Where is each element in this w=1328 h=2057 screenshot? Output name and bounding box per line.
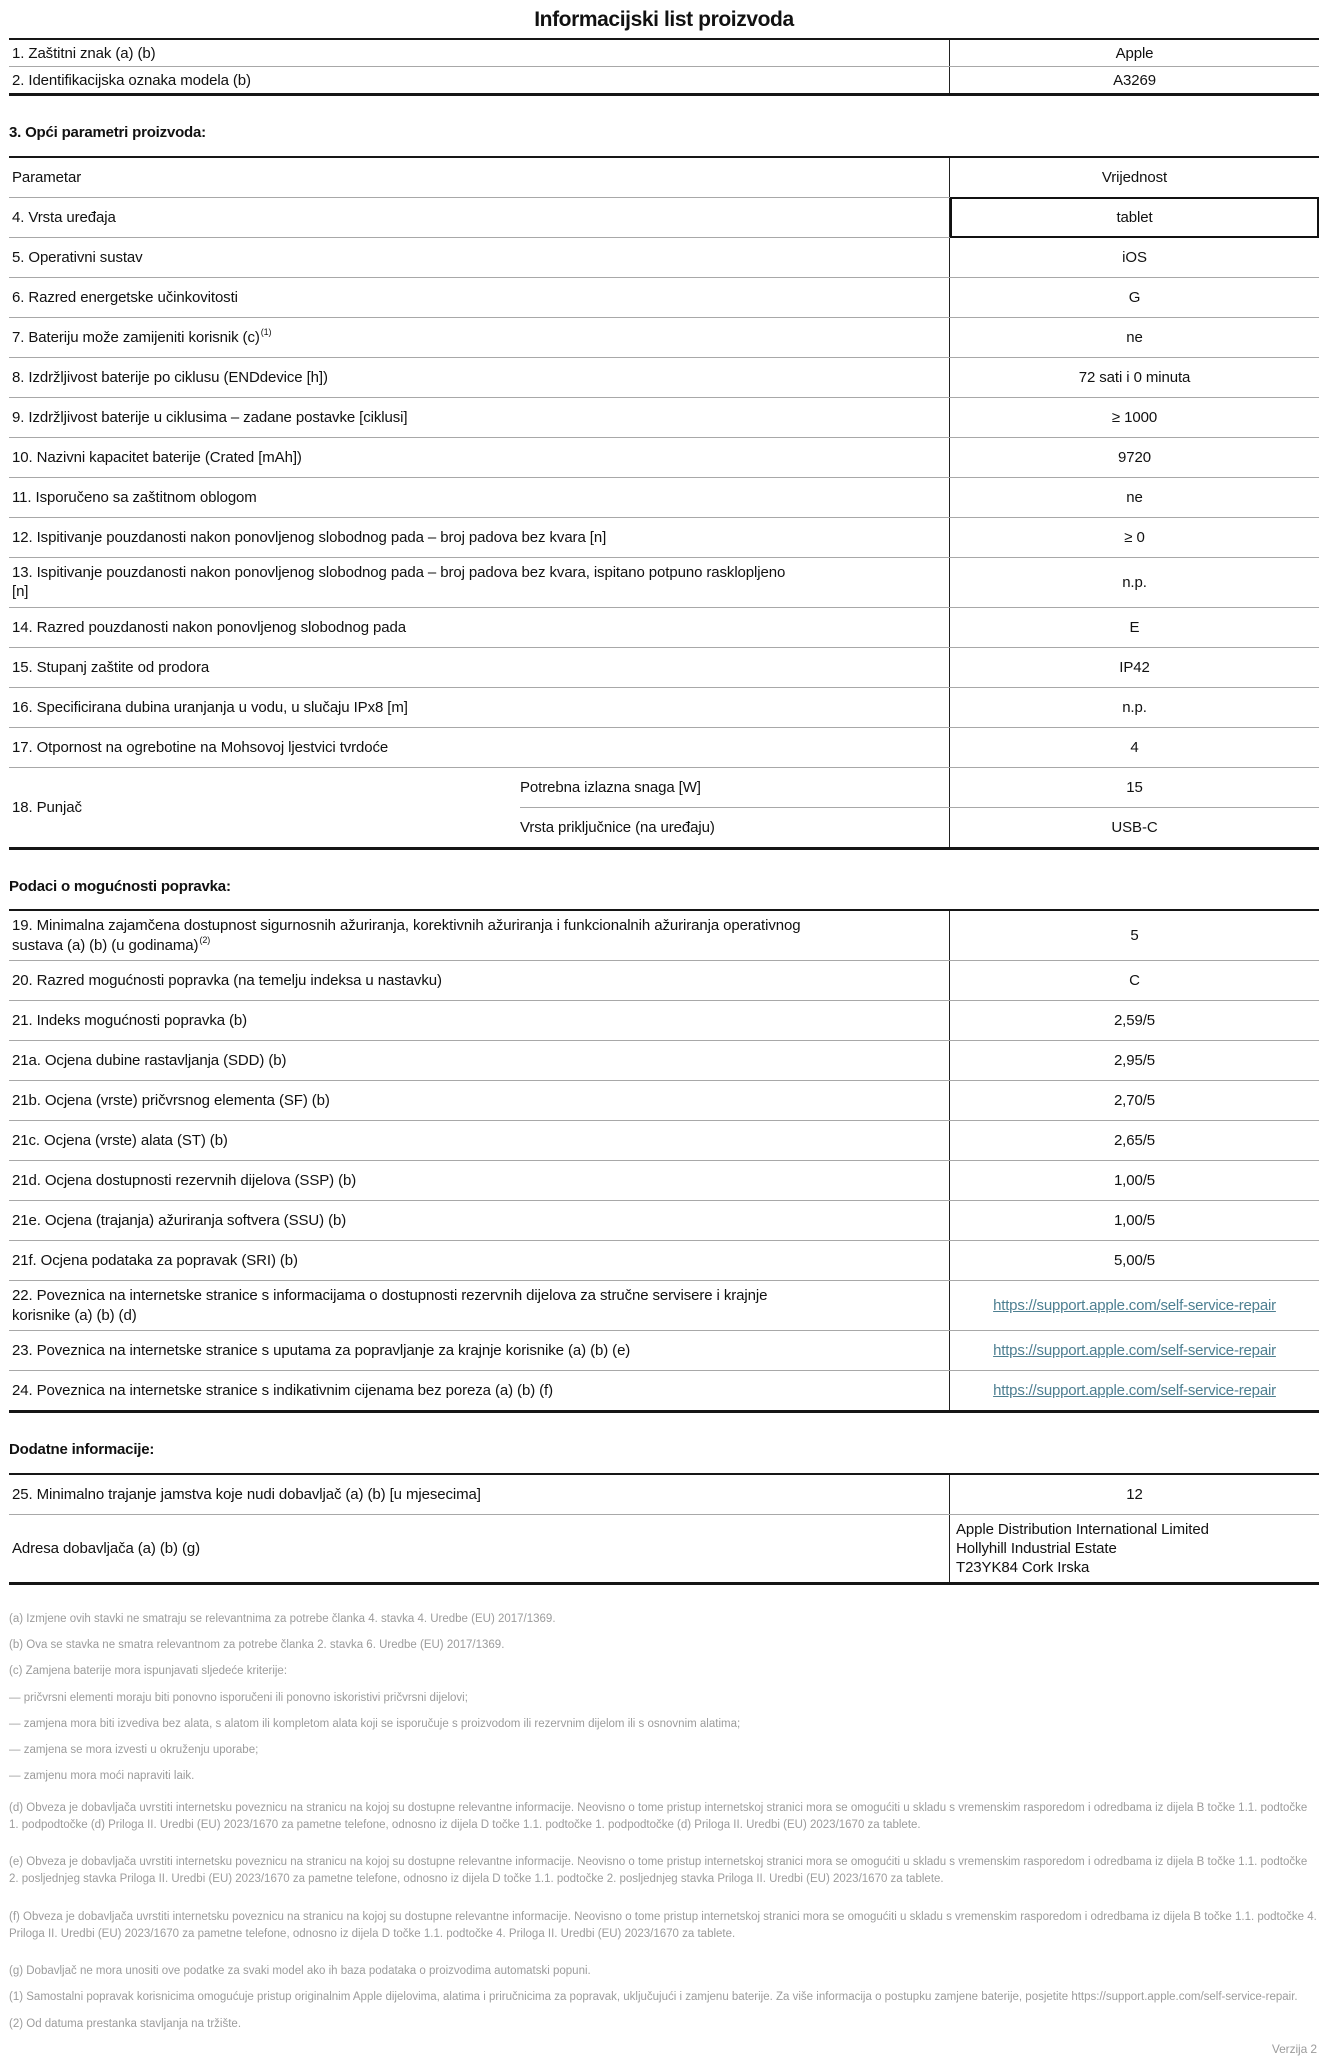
row-value: 4 [1130, 738, 1139, 756]
address-line: T23YK84 Cork Irska [956, 1558, 1090, 1576]
table-row [9, 558, 1319, 608]
row-label: 16. Specificirana dubina uranjanja u vodu, u slučaju IPx8 [m] [9, 688, 950, 727]
row-label: 17. Otpornost na ogrebotine na Mohsovoj ljestvici tvrdoće [9, 728, 950, 767]
label-line: 13. Ispitivanje pouzdanosti nakon ponovljenog slobodnog pada – broj padova bez kvara, ispitano potpuno rasklopljeno [12, 563, 786, 581]
row-label: 9. Izdržljivost baterije u ciklusima – zadane postavke [ciklusi] [9, 398, 950, 437]
row-value: 2,59/5 [1113, 1012, 1156, 1030]
row-label: 21. Indeks mogućnosti popravka (b) [9, 1001, 950, 1040]
row-label [9, 1281, 950, 1330]
row-label: 23. Poveznica na internetske stranice s uputama za popravljanje za krajnje korisnike (a) (b) (e) [9, 1331, 950, 1370]
table-row [9, 1281, 1319, 1331]
row-value: E [1129, 618, 1140, 636]
support-link[interactable]: https://support.apple.com/self-service-repair [993, 1297, 1276, 1315]
charger-subtable [520, 768, 1319, 847]
row-label: 18. Punjač [12, 798, 82, 816]
table-header-row [9, 158, 1319, 198]
table-row [9, 1201, 1319, 1241]
sub-label: Potrebna izlazna snaga [W] [520, 768, 950, 807]
footnotes [9, 1611, 1319, 2033]
row-label: 25. Minimalno trajanje jamstva koje nudi dobavljač (a) (b) [u mjesecima] [9, 1475, 950, 1514]
row-label: 20. Razred mogućnosti popravka (na temelju indeksa u nastavku) [9, 961, 950, 1000]
table-row [9, 1001, 1319, 1041]
row-label [9, 318, 950, 357]
row-label: 21a. Ocjena dubine rastavljanja (SDD) (b) [9, 1041, 950, 1080]
row-value: 2,95/5 [1113, 1052, 1156, 1070]
row-label: 24. Poveznica na internetske stranice s indikativnim cijenama bez poreza (a) (b) (f) [9, 1371, 950, 1410]
row-value: Apple [1115, 44, 1154, 62]
footnote: (e) Obveza je dobavljača uvrstiti internetsku poveznicu na stranicu na kojoj su dostupne relevantne informacije. Neovisno o tome pristup internetskoj stranici mora se omogućiti u skladu s vremenskim rasporedom i odredbama iz dijela B točke 1.1. podtočke 2. posljednjeg stavka Priloga II. Uredbi (EU) 2023/1670 za pametne telefone, odnosno iz dijela D točke 1.1. podtočke 2. posljednjeg stavka Priloga II. Uredbi (EU) 2023/1670 za tablete. [9, 1856, 1308, 1886]
label-line: 19. Minimalna zajamčena dostupnost sigurnosnih ažuriranja, korektivnih ažuriranja i funkcionalnih ažuriranja operativnog [12, 917, 801, 935]
table-row [9, 318, 1319, 358]
footnote-bullet: — zamjena mora biti izvediva bez alata, s alatom ili kompletom alata koji se isporučuje s proizvodom ili rezervnim dijelom ili s osnovnim alatima; [9, 1717, 741, 1730]
row-label: 2. Identifikacijska oznaka modela (b) [9, 67, 950, 93]
table-row [9, 238, 1319, 278]
row-label: 12. Ispitivanje pouzdanosti nakon ponovljenog slobodnog pada – broj padova bez kvara [n] [9, 518, 950, 557]
identity-table [9, 38, 1319, 96]
table-row [9, 40, 1319, 67]
row-value: ≥ 0 [1124, 528, 1145, 546]
table-row [9, 728, 1319, 768]
label-line: [n] [12, 583, 29, 601]
table-row [9, 608, 1319, 648]
label-text: sustava (a) (b) (u godinama) [12, 936, 199, 954]
row-value: ≥ 1000 [1111, 408, 1158, 426]
row-label: 5. Operativni sustav [9, 238, 950, 277]
row-label: 21f. Ocjena podataka za popravak (SRI) (b) [9, 1241, 950, 1280]
row-value [950, 1281, 1319, 1330]
table-row [9, 961, 1319, 1001]
sub-label: Vrsta priključnice (na uređaju) [520, 808, 950, 847]
row-label: 10. Nazivni kapacitet baterije (Crated [mAh]) [9, 438, 950, 477]
row-label [9, 911, 950, 960]
table-row [9, 1041, 1319, 1081]
row-value: iOS [1122, 248, 1147, 266]
row-value: A3269 [1113, 71, 1156, 89]
label-line [12, 936, 210, 956]
address-line: Apple Distribution International Limited [956, 1520, 1209, 1538]
row-value: 5 [1130, 927, 1139, 945]
row-value: 2,65/5 [1113, 1132, 1156, 1150]
table-row [9, 198, 1319, 238]
table-row [9, 911, 1319, 961]
row-value: ne [1126, 488, 1143, 506]
footnote: (g) Dobavljač ne mora unositi ove podatke za svaki model ako ih baza podataka o proizvodima automatski popuni. [9, 1965, 591, 1978]
row-label: 21c. Ocjena (vrste) alata (ST) (b) [9, 1121, 950, 1160]
table-row [9, 278, 1319, 318]
column-header-parametar: Parametar [9, 158, 950, 197]
table-row [9, 1121, 1319, 1161]
row-value: 9720 [1118, 448, 1151, 466]
supplier-address [950, 1515, 1319, 1582]
table-row [9, 478, 1319, 518]
footnote: (d) Obveza je dobavljača uvrstiti internetsku poveznicu na stranicu na kojoj su dostupne relevantne informacije. Neovisno o tome pristup internetskoj stranici mora se omogućiti u skladu s vremenskim rasporedom i odredbama iz dijela B točke 1.1. podtočke 1. podpodtočke (d) Priloga II. Uredbi (EU) 2023/1670 za pametne telefone, odnosno iz dijela D točke 1.1. podtočke 1. podpodtočke (d) Priloga II. Uredbi (EU) 2023/1670 za tablete. [9, 1801, 1308, 1831]
row-label: 15. Stupanj zaštite od prodora [9, 648, 950, 687]
row-label: 21d. Ocjena dostupnosti rezervnih dijelova (SSP) (b) [9, 1161, 950, 1200]
row-value: C [1129, 972, 1140, 990]
row-value: 5,00/5 [1113, 1252, 1156, 1270]
row-label: 1. Zaštitni znak (a) (b) [9, 40, 950, 66]
row-value: 12 [1126, 1485, 1143, 1503]
repairability-table [9, 909, 1319, 1413]
address-line: Hollyhill Industrial Estate [956, 1539, 1117, 1557]
label-line: korisnike (a) (b) (d) [12, 1306, 137, 1324]
section-heading-repair: Podaci o mogućnosti popravka: [9, 877, 231, 895]
label-text: 7. Bateriju može zamijeniti korisnik (c) [12, 328, 260, 346]
row-label: Adresa dobavljača (a) (b) (g) [9, 1515, 950, 1582]
section-heading-general: 3. Opći parametri proizvoda: [9, 124, 206, 142]
row-value: 15 [1126, 778, 1143, 796]
row-value: 1,00/5 [1113, 1172, 1156, 1190]
row-label: 11. Isporučeno sa zaštitnom oblogom [9, 478, 950, 517]
row-value: ne [1126, 328, 1143, 346]
page-title: Informacijski list proizvoda [534, 8, 794, 31]
label-line: 22. Poveznica na internetske stranice s informacijama o dostupnosti rezervnih dijelova za stručne servisere i krajnje [12, 1287, 768, 1305]
footnote: (2) Od datuma prestanka stavljanja na tržište. [9, 2017, 242, 2030]
footnote: (f) Obveza je dobavljača uvrstiti internetsku poveznicu na stranicu na kojoj su dostupne relevantne informacije. Neovisno o tome pristup internetskoj stranici mora se omogućiti u skladu s vremenskim rasporedom i odredbama iz dijela B točke 1.1. podtočke 4. Priloga II. Uredbi (EU) 2023/1670 za pametne telefone, odnosno iz dijela D točke 1.1. podtočke 4. Priloga II. Uredbi (EU) 2023/1670 za tablete. [9, 1910, 1317, 1940]
table-row [9, 1081, 1319, 1121]
row-value: IP42 [1119, 658, 1150, 676]
table-row [9, 1161, 1319, 1201]
row-label: 14. Razred pouzdanosti nakon ponovljenog slobodnog pada [9, 608, 950, 647]
row-label: 4. Vrsta uređaja [9, 198, 950, 237]
table-row [9, 688, 1319, 728]
table-row [9, 648, 1319, 688]
version-label: Verzija 2 [1271, 2041, 1317, 2056]
table-row [9, 358, 1319, 398]
footnote-bullet: — pričvrsni elementi moraju biti ponovno isporučeni ili ponovno iskoristivi pričvrsni dijelovi; [9, 1691, 468, 1704]
support-link[interactable]: https://support.apple.com/self-service-repair [993, 1342, 1276, 1360]
table-row [9, 1241, 1319, 1281]
footnote-ref: (2) [199, 934, 211, 945]
footnote-ref: (1) [260, 326, 272, 337]
row-label [9, 558, 950, 607]
row-value: 2,70/5 [1113, 1092, 1156, 1110]
row-value: USB-C [1111, 818, 1158, 836]
row-value: G [1128, 288, 1141, 306]
supplier-address-row [9, 1515, 1319, 1582]
footnote: (1) Samostalni popravak korisnicima omogućuje pristup originalnim Apple dijelovima, alatima i priručnicima za popravak, uključujući i zamjenu baterije. Za više informacija o postupku zamjene baterije, posjetite https://support.apple.com/self-service-repair. [9, 1991, 1298, 2004]
row-label: 8. Izdržljivost baterije po ciklusu (ENDdevice [h]) [9, 358, 950, 397]
general-parameters-table [9, 156, 1319, 850]
row-value: n.p. [1122, 573, 1147, 591]
footnote: (b) Ova se stavka ne smatra relevantnom za potrebe članka 2. stavka 6. Uredbe (EU) 2017/1369. [9, 1639, 505, 1652]
table-row [9, 1475, 1319, 1515]
row-label: 21e. Ocjena (trajanja) ažuriranja softvera (SSU) (b) [9, 1201, 950, 1240]
row-value-selected: tablet [950, 198, 1319, 237]
row-value: 72 sati i 0 minuta [1078, 368, 1191, 386]
charger-subrow [520, 768, 1319, 808]
footnote-bullet: — zamjenu mora moći napraviti laik. [9, 1770, 195, 1783]
section-heading-additional: Dodatne informacije: [9, 1441, 155, 1459]
table-row [9, 1331, 1319, 1371]
row-value [950, 1371, 1319, 1410]
footnote: (c) Zamjena baterije mora ispunjavati sljedeće kriterije: [9, 1665, 288, 1678]
table-row [9, 438, 1319, 478]
table-row [9, 398, 1319, 438]
column-header-vrijednost: Vrijednost [1101, 168, 1168, 186]
label-line [12, 328, 271, 348]
additional-info-table [9, 1473, 1319, 1585]
footnote: (a) Izmjene ovih stavki ne smatraju se relevantnima za potrebe članka 4. stavka 4. Uredbe (EU) 2017/1369. [9, 1612, 556, 1625]
charger-subrow [520, 808, 1319, 847]
row-label: 21b. Ocjena (vrste) pričvrsnog elementa (SF) (b) [9, 1081, 950, 1120]
charger-row [9, 768, 1319, 847]
footnote-bullet: — zamjena se mora izvesti u okruženju uporabe; [9, 1744, 259, 1757]
support-link[interactable]: https://support.apple.com/self-service-repair [993, 1382, 1276, 1400]
table-row [9, 67, 1319, 93]
product-information-sheet [9, 6, 1319, 2057]
table-row [9, 518, 1319, 558]
row-value: n.p. [1122, 698, 1147, 716]
table-row [9, 1371, 1319, 1410]
row-value [950, 1331, 1319, 1370]
row-value: 1,00/5 [1113, 1212, 1156, 1230]
row-label: 6. Razred energetske učinkovitosti [9, 278, 950, 317]
